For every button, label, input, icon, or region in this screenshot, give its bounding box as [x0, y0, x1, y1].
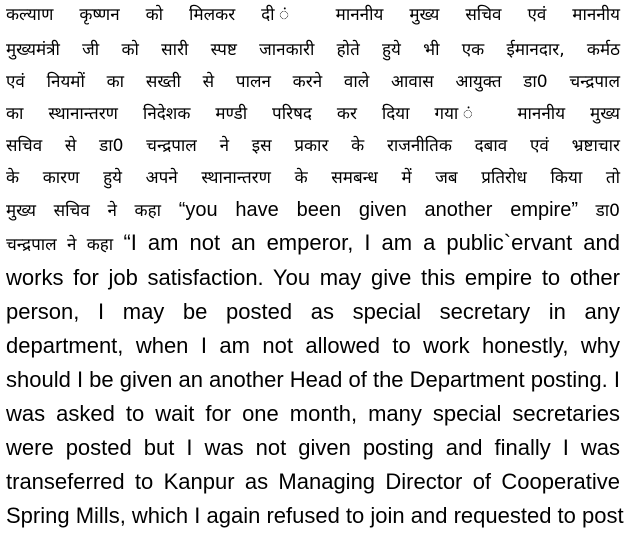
- text-line-11: department, when I am not allowed to work honestly, why: [6, 333, 620, 358]
- text-line-16: Spring Mills, which I again refused to join and requested to post: [6, 503, 624, 528]
- line8-english: “I am not an emperor, I am a public`ervant and: [123, 230, 620, 255]
- text-line-7: [6, 199, 620, 222]
- text-line-2: मुख्यमंत्री जी को सारी स्पष्ट जानकारी होते हुये भी एक ईमानदार, कर्मठ: [6, 40, 620, 60]
- text-line-6: के कारण हुये अपने स्थानान्तरण के समबन्ध में जब प्रतिरोध किया तो: [6, 168, 620, 188]
- text-line-14: were posted but I was not given posting and finally I was: [6, 435, 620, 460]
- text-line-12: should I be given an another Head of the Department posting. I: [6, 367, 620, 392]
- text-line-9: works for job satisfaction. You may give this empire to other: [6, 265, 620, 290]
- text-line-3: एवं नियमों का सख्ती से पालन करने वाले आवास आयुक्त डा0 चन्द्रपाल: [6, 72, 620, 92]
- text-line-4: का स्थानान्तरण निदेशक मण्डी परिषद कर दिया गया ं माननीय मुख्य: [6, 104, 620, 124]
- text-line-10: person, I may be posted as special secretary in any: [6, 299, 620, 324]
- text-line-15: transeferred to Kanpur as Managing Director of Cooperative: [6, 469, 620, 494]
- line7-hindi-start: मुख्य सचिव ने कहा: [6, 201, 179, 221]
- line8-hindi-start: चन्द्रपाल ने कहा: [6, 235, 124, 255]
- line7-english-quote: “you have been given another empire”: [178, 199, 579, 221]
- text-line-8: [6, 232, 620, 256]
- line7-hindi-end: डा0: [578, 201, 620, 221]
- text-line-13: was asked to wait for one month, many special secretaries: [6, 401, 620, 426]
- text-line-1: कल्याण कृष्णन को मिलकर दी ं माननीय मुख्य सचिव एवं माननीय: [6, 5, 620, 25]
- text-line-5: सचिव से डा0 चन्द्रपाल ने इस प्रकार के राजनीतिक दबाव एवं भ्रष्टाचार: [6, 136, 620, 156]
